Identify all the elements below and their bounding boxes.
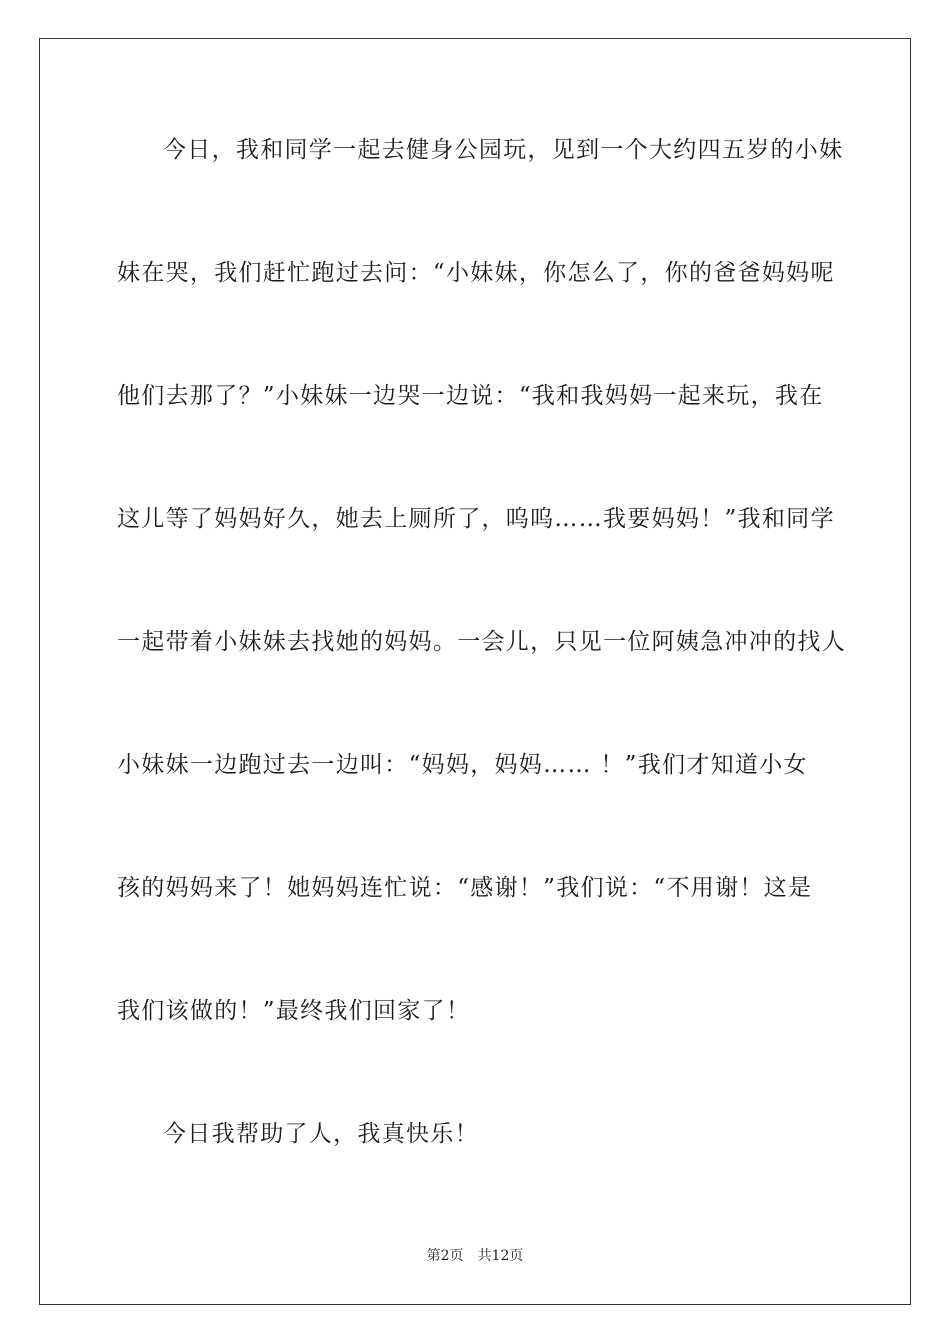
- paragraph-line: 孩的妈妈来了！她妈妈连忙说：“感谢！”我们说：“不用谢！这是: [117, 875, 813, 901]
- paragraph-line: 今日，我和同学一起去健身公园玩，见到一个大约四五岁的小妹: [163, 137, 844, 163]
- paragraph-line: 我们该做的！”最终我们回家了！: [117, 998, 471, 1024]
- paragraph-line: 小妹妹一边跑过去一边叫：“妈妈，妈妈…… ！”我们才知道小女: [117, 752, 808, 778]
- page-footer: [0, 1246, 950, 1266]
- page-total: 共12页: [477, 1248, 524, 1264]
- paragraph-line: 妹在哭，我们赶忙跑过去问：“小妹妹，你怎么了，你的爸爸妈妈呢: [117, 260, 835, 286]
- paragraph-line: 一起带着小妹妹去找她的妈妈。一会儿，只见一位阿姨急冲冲的找人: [117, 629, 846, 655]
- paragraph-line: 今日我帮助了人，我真快乐！: [163, 1121, 479, 1147]
- paragraph-line: 他们去那了？”小妹妹一边哭一边说：“我和我妈妈一起来玩，我在: [117, 383, 824, 409]
- page-number: 第2页: [426, 1248, 464, 1264]
- page-border: [39, 38, 911, 1305]
- paragraph-line: 这儿等了妈妈好久，她去上厕所了，呜呜……我要妈妈！”我和同学: [117, 506, 835, 532]
